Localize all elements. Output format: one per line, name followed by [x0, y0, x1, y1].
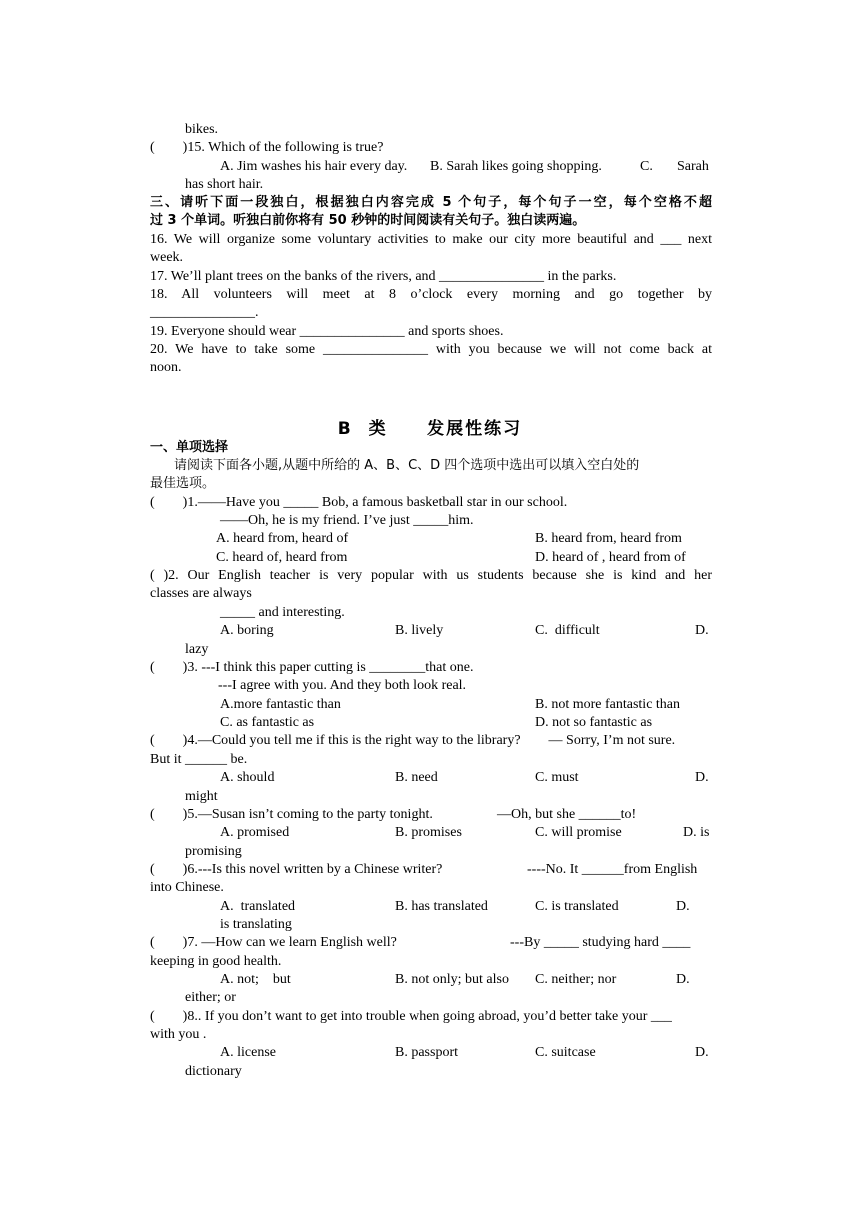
q8-option-d-text: dictionary [185, 1064, 242, 1079]
question-20-cont: noon. [150, 360, 182, 375]
question-2: ( )2. Our English teacher is very popular with us students because she is kind and her [150, 568, 712, 583]
question-7-reply: ---By _____ studying hard ____ [510, 935, 691, 950]
part-b-title: B 类 发展性练习 [337, 419, 523, 439]
q2-option-a: A. boring [220, 623, 274, 638]
q15-option-c: C. [640, 159, 653, 174]
question-3-reply: ---I agree with you. And they both look real. [218, 678, 467, 693]
question-3: ( )3. ---I think this paper cutting is ________that one. [150, 660, 474, 675]
question-16-cont: week. [150, 250, 184, 265]
question-4: ( )4.—Could you tell me if this is the right way to the library? — Sorry, I’m not sure. [150, 733, 676, 748]
question-20: 20. We have to take some _______________ with you because we will not come back at [150, 342, 712, 357]
q6-option-c: C. is translated [535, 899, 619, 914]
q5-option-d: D. is [683, 825, 710, 840]
q7-option-a: A. not; but [220, 972, 291, 987]
question-15: ( )15. Which of the following is true? [150, 140, 384, 155]
question-7-cont: keeping in good health. [150, 954, 282, 969]
question-19: 19. Everyone should wear _______________ and sports shoes. [150, 324, 504, 339]
q3-option-d: D. not so fantastic as [535, 715, 653, 730]
question-18: 18. All volunteers will meet at 8 o’clock every morning and go together by [150, 287, 712, 302]
q4-option-d-text: might [185, 789, 218, 804]
q7-option-c: C. neither; nor [535, 972, 617, 987]
q1-option-a: A. heard from, heard of [216, 531, 349, 546]
q8-option-a: A. license [220, 1045, 276, 1060]
question-2-cont2: _____ and interesting. [220, 605, 345, 620]
q8-option-c: C. suitcase [535, 1045, 596, 1060]
q1-option-c: C. heard of, heard from [216, 550, 348, 565]
q1-option-d: D. heard of , heard from of [535, 550, 686, 565]
section1-intro-cont: 最佳选项。 [150, 476, 216, 491]
q6-option-d-text: is translating [220, 917, 292, 932]
q6-option-b: B. has translated [395, 899, 488, 914]
section3-instruction-cont: 过 3 个单词。听独白前你将有 50 秒钟的时间阅读有关句子。独白读两遍。 [150, 213, 586, 228]
q3-option-b: B. not more fantastic than [535, 697, 681, 712]
q6-option-a: A. translated [220, 899, 296, 914]
question-6-cont: into Chinese. [150, 880, 224, 895]
question-16: 16. We will organize some voluntary activities to make our city more beautiful and ___ next [150, 232, 712, 247]
q5-option-d-text: promising [185, 844, 242, 859]
question-1-reply: ——Oh, he is my friend. I’ve just _____him. [220, 513, 474, 528]
q8-option-d: D. [695, 1045, 709, 1060]
question-5: ( )5.—Susan isn’t coming to the party tonight. [150, 807, 433, 822]
question-5-reply: —Oh, but she ______to! [497, 807, 637, 822]
q15-option-c-cont: has short hair. [185, 177, 264, 192]
q15-option-c-text: Sarah [677, 159, 709, 174]
q4-option-a: A. should [220, 770, 275, 785]
q3-option-c: C. as fantastic as [220, 715, 315, 730]
q7-option-d-text: either; or [185, 990, 236, 1005]
q2-option-b: B. lively [395, 623, 444, 638]
q4-option-b: B. need [395, 770, 438, 785]
question-1: ( )1.——Have you _____ Bob, a famous basketball star in our school. [150, 495, 568, 510]
question-6-reply: ----No. It ______from English [527, 862, 698, 877]
q2-option-d: D. [695, 623, 709, 638]
text-line: bikes. [185, 122, 219, 137]
q8-option-b: B. passport [395, 1045, 458, 1060]
question-7: ( )7. —How can we learn English well? [150, 935, 397, 950]
question-4-cont: But it ______ be. [150, 752, 248, 767]
q2-option-c: C. difficult [535, 623, 600, 638]
q6-option-d: D. [676, 899, 690, 914]
question-2-cont: classes are always [150, 586, 252, 601]
q4-option-c: C. must [535, 770, 579, 785]
q5-option-a: A. promised [220, 825, 290, 840]
section1-heading: 一、单项选择 [150, 440, 229, 455]
q15-option-a: A. Jim washes his hair every day. [220, 159, 408, 174]
question-8-cont: with you . [150, 1027, 207, 1042]
q4-option-d: D. [695, 770, 709, 785]
question-6: ( )6.---Is this novel written by a Chinese writer? [150, 862, 443, 877]
q15-option-b: B. Sarah likes going shopping. [430, 159, 602, 174]
q5-option-c: C. will promise [535, 825, 622, 840]
q7-option-d: D. [676, 972, 690, 987]
section1-intro: 请阅读下面各小题,从题中所给的 A、B、C、D 四个选项中选出可以填入空白处的 [174, 458, 640, 473]
question-8: ( )8.. If you don’t want to get into trouble when going abroad, you’d better take your ___ [150, 1009, 672, 1024]
q5-option-b: B. promises [395, 825, 462, 840]
q7-option-b: B. not only; but also [395, 972, 509, 987]
q3-option-a: A.more fantastic than [220, 697, 341, 712]
section3-instruction: 三、请听下面一段独白，根据独白内容完成 5 个句子，每个句子一空，每个空格不超 [150, 195, 712, 210]
question-18-cont: _______________. [150, 305, 259, 320]
question-17: 17. We’ll plant trees on the banks of the rivers, and _______________ in the parks. [150, 269, 617, 284]
q1-option-b: B. heard from, heard from [535, 531, 682, 546]
q2-option-d-text: lazy [185, 642, 209, 657]
